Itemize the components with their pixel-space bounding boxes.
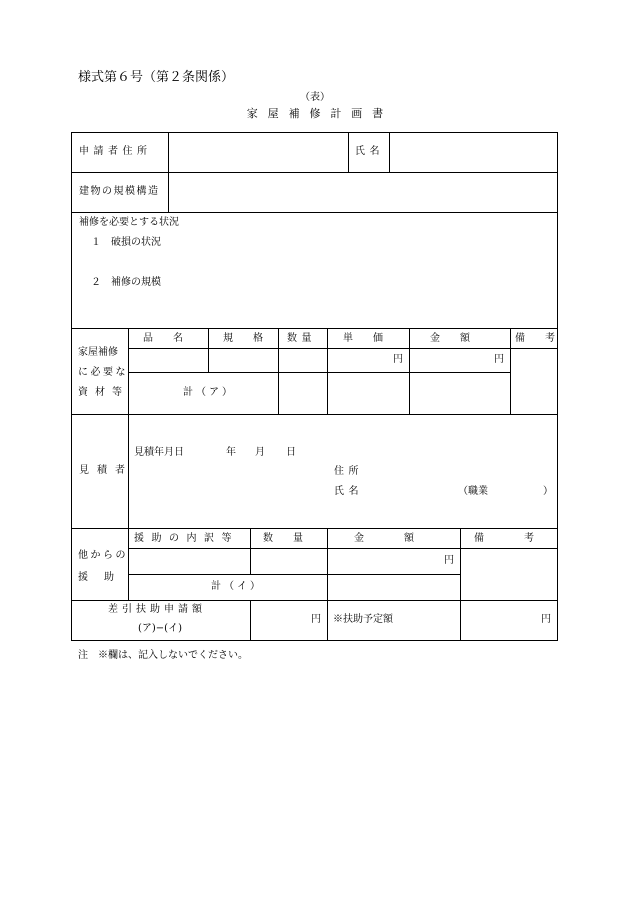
building-structure-field[interactable] — [169, 173, 556, 211]
estimator-address-label: 住所 — [334, 466, 363, 477]
materials-amount-yen: 円 — [494, 354, 504, 365]
materials-col-quantity: 数量 — [287, 333, 316, 344]
materials-col-spec: 規 格 — [223, 333, 263, 344]
applicant-address-field[interactable] — [169, 133, 347, 171]
planned-aid-label: ※扶助予定額 — [333, 614, 393, 625]
estimator-label: 見積者 — [79, 465, 133, 476]
side-label: （表） — [300, 92, 330, 103]
materials-col-unit-price: 単 価 — [343, 333, 383, 344]
materials-col-item-name: 品 名 — [143, 333, 183, 344]
materials-label-line3: 資材等 — [78, 387, 129, 398]
estimate-date-year: 年 — [226, 447, 236, 458]
repair-item-damage: １ 破損の状況 — [91, 237, 161, 248]
planned-aid-yen: 円 — [541, 614, 551, 625]
deduction-label: 差引扶助申請額 — [108, 604, 206, 615]
deduction-formula: (ア)−(イ) — [138, 623, 182, 634]
estimator-occupation-close: ） — [543, 486, 553, 497]
deduction-yen: 円 — [311, 614, 321, 625]
building-structure-label: 建物の規模構造 — [79, 186, 160, 197]
estimate-date-label: 見積年月日 — [134, 447, 184, 458]
repair-heading: 補修を必要とする状況 — [79, 217, 179, 228]
estimator-occupation-open: （職業 — [458, 486, 488, 497]
repair-item-scale: ２ 補修の規模 — [91, 277, 161, 288]
other-aid-label-line1: 他からの — [78, 550, 128, 561]
estimator-name-label: 氏名 — [334, 486, 363, 497]
other-aid-amount-yen: 円 — [444, 555, 454, 566]
materials-col-remarks: 備 考 — [515, 333, 555, 344]
document-title: 家屋補修計画書 — [246, 107, 394, 120]
materials-unit-price-yen: 円 — [393, 354, 403, 365]
materials-col-amount: 金 額 — [430, 333, 470, 344]
applicant-address-label: 申請者住所 — [79, 146, 152, 157]
estimate-date-month: 月 — [255, 447, 265, 458]
form-table — [71, 132, 558, 641]
form-number: 様式第６号（第２条関係） — [78, 70, 235, 85]
materials-label-line1: 家屋補修 — [78, 347, 118, 358]
other-aid-col-quantity: 数 量 — [263, 533, 303, 544]
other-aid-col-amount: 金 額 — [354, 533, 414, 544]
estimate-date-day: 日 — [286, 447, 296, 458]
footnote: 注 ※欄は、記入しないでください。 — [78, 650, 248, 661]
other-aid-label-line2: 援助 — [78, 572, 130, 583]
materials-label-line2: に必要な — [78, 367, 128, 378]
other-aid-col-remarks: 備 考 — [474, 533, 534, 544]
other-aid-total-i: 計（イ） — [211, 581, 263, 592]
applicant-name-label: 氏名 — [355, 146, 384, 157]
other-aid-col-breakdown: 援助の内訳等 — [134, 533, 239, 544]
applicant-name-field[interactable] — [390, 133, 556, 171]
materials-total-a: 計（ア） — [183, 387, 235, 398]
